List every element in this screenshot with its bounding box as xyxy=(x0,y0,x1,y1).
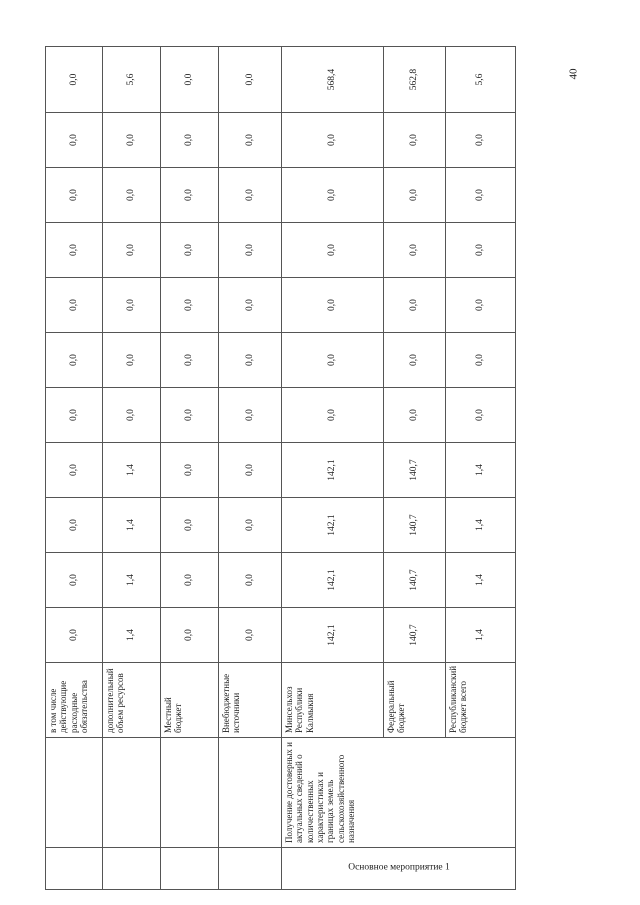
value-cell: 140,7 xyxy=(384,553,446,608)
value-cell: 0,0 xyxy=(46,553,103,608)
value-cell: 0,0 xyxy=(282,168,384,223)
value-cell: 0,0 xyxy=(103,278,161,333)
source-cell: Минсельхоз Республики Калмыкия xyxy=(282,663,384,738)
empty-cell xyxy=(103,738,161,848)
value-cell: 0,0 xyxy=(446,333,516,388)
value-cell: 0,0 xyxy=(161,278,219,333)
source-cell: Федеральный бюджет xyxy=(384,663,446,738)
value-cell: 0,0 xyxy=(103,388,161,443)
value-cell: 0,0 xyxy=(46,278,103,333)
empty-cell xyxy=(103,848,161,890)
source-cell: Местный бюджет xyxy=(161,663,219,738)
value-cell: 0,0 xyxy=(46,113,103,168)
rotated-table-container xyxy=(45,50,515,890)
value-cell: 0,0 xyxy=(46,223,103,278)
value-cell: 0,0 xyxy=(161,333,219,388)
value-cell: 0,0 xyxy=(161,113,219,168)
value-cell: 0,0 xyxy=(384,278,446,333)
empty-cell xyxy=(46,848,103,890)
table-row xyxy=(161,47,219,890)
value-cell: 0,0 xyxy=(282,113,384,168)
value-cell: 0,0 xyxy=(384,223,446,278)
value-cell: 1,4 xyxy=(446,608,516,663)
value-cell: 1,4 xyxy=(103,443,161,498)
value-cell: 5,6 xyxy=(103,47,161,113)
value-cell: 0,0 xyxy=(384,333,446,388)
value-cell: 5,6 xyxy=(446,47,516,113)
value-cell: 142,1 xyxy=(282,553,384,608)
value-cell: 0,0 xyxy=(161,443,219,498)
value-cell: 0,0 xyxy=(446,168,516,223)
source-cell: Внебюджетные источники xyxy=(219,663,282,738)
value-cell: 0,0 xyxy=(103,113,161,168)
table-row xyxy=(219,47,282,890)
value-cell: 568,4 xyxy=(282,47,384,113)
value-cell: 0,0 xyxy=(384,168,446,223)
value-cell: 0,0 xyxy=(282,333,384,388)
value-cell: 0,0 xyxy=(446,388,516,443)
activity-description-cell: Получение достоверных и актуальных сведений о количественных характеристиках и границах земель сельскохозяйственного назначения xyxy=(282,738,516,848)
value-cell: 0,0 xyxy=(103,168,161,223)
value-cell: 0,0 xyxy=(219,113,282,168)
value-cell: 0,0 xyxy=(161,47,219,113)
value-cell: 1,4 xyxy=(103,608,161,663)
value-cell: 0,0 xyxy=(46,498,103,553)
value-cell: 1,4 xyxy=(446,443,516,498)
value-cell: 0,0 xyxy=(384,113,446,168)
value-cell: 0,0 xyxy=(219,168,282,223)
value-cell: 1,4 xyxy=(446,553,516,608)
empty-cell xyxy=(219,738,282,848)
source-cell: дополнительный объем ресурсов xyxy=(103,663,161,738)
empty-cell xyxy=(46,738,103,848)
value-cell: 1,4 xyxy=(446,498,516,553)
source-cell: Республиканский бюджет всего xyxy=(446,663,516,738)
value-cell: 0,0 xyxy=(219,498,282,553)
page-number: 40 xyxy=(567,68,580,80)
value-cell: 0,0 xyxy=(161,388,219,443)
value-cell: 140,7 xyxy=(384,608,446,663)
value-cell: 0,0 xyxy=(46,168,103,223)
source-cell: в том числе действующие расходные обязательства xyxy=(46,663,103,738)
value-cell: 0,0 xyxy=(219,443,282,498)
value-cell: 0,0 xyxy=(46,47,103,113)
value-cell: 140,7 xyxy=(384,443,446,498)
value-cell: 140,7 xyxy=(384,498,446,553)
table-row xyxy=(46,47,103,890)
table-row xyxy=(103,47,161,890)
value-cell: 0,0 xyxy=(219,278,282,333)
main-activity-cell xyxy=(282,848,516,890)
value-cell: 0,0 xyxy=(161,608,219,663)
value-cell: 0,0 xyxy=(161,498,219,553)
value-cell: 0,0 xyxy=(161,223,219,278)
value-cell: 0,0 xyxy=(219,388,282,443)
main-activity-label: Основное мероприятие 1 xyxy=(347,863,450,874)
value-cell: 0,0 xyxy=(446,223,516,278)
value-cell: 0,0 xyxy=(161,168,219,223)
value-cell: 0,0 xyxy=(46,333,103,388)
value-cell: 0,0 xyxy=(46,608,103,663)
value-cell: 0,0 xyxy=(282,223,384,278)
empty-cell xyxy=(161,738,219,848)
value-cell: 0,0 xyxy=(282,278,384,333)
value-cell: 0,0 xyxy=(219,553,282,608)
value-cell: 0,0 xyxy=(219,333,282,388)
budget-table xyxy=(45,46,516,890)
value-cell: 0,0 xyxy=(103,223,161,278)
value-cell: 0,0 xyxy=(161,553,219,608)
value-cell: 0,0 xyxy=(282,388,384,443)
table-row xyxy=(282,47,384,890)
value-cell: 0,0 xyxy=(384,388,446,443)
value-cell: 0,0 xyxy=(446,278,516,333)
value-cell: 0,0 xyxy=(219,47,282,113)
value-cell: 562,8 xyxy=(384,47,446,113)
value-cell: 0,0 xyxy=(46,443,103,498)
value-cell: 0,0 xyxy=(219,608,282,663)
value-cell: 0,0 xyxy=(219,223,282,278)
value-cell: 142,1 xyxy=(282,608,384,663)
value-cell: 142,1 xyxy=(282,443,384,498)
value-cell: 0,0 xyxy=(46,388,103,443)
empty-cell xyxy=(161,848,219,890)
value-cell: 1,4 xyxy=(103,498,161,553)
empty-cell xyxy=(219,848,282,890)
value-cell: 0,0 xyxy=(446,113,516,168)
value-cell: 142,1 xyxy=(282,498,384,553)
value-cell: 1,4 xyxy=(103,553,161,608)
value-cell: 0,0 xyxy=(103,333,161,388)
